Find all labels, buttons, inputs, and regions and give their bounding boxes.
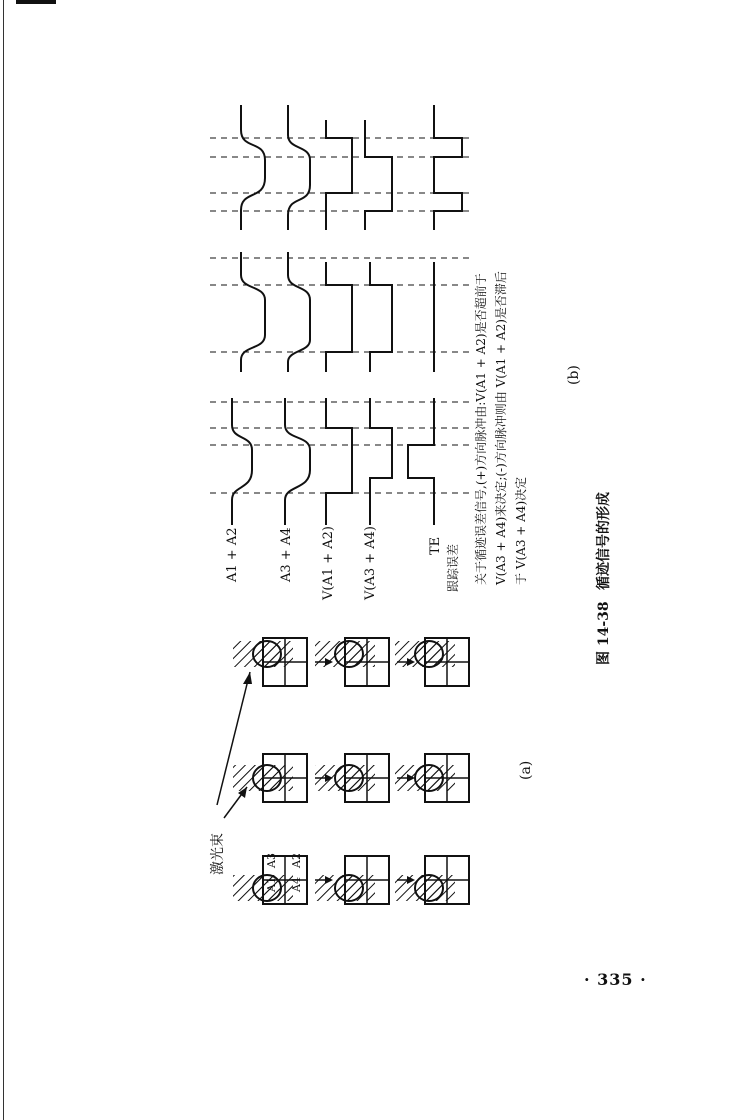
part-a-label: (a) <box>518 760 534 780</box>
waveform-a3a4 <box>285 105 310 525</box>
waveform-va3a4-3 <box>370 398 392 525</box>
waveform-label-va3a4: V(A3 + A4) <box>363 525 378 600</box>
laser-spot <box>253 641 281 667</box>
waveform-va1a2-1 <box>326 120 352 230</box>
quadrant-label: A2 <box>290 853 303 868</box>
waveform-va1a2-3 <box>326 398 352 525</box>
laser-spot <box>415 641 443 667</box>
waveform-va3a4-2 <box>370 262 392 372</box>
waveform-label-va1a2: V(A1 + A2) <box>321 525 336 600</box>
note-line-3: 于 V(A3 + A4)决定 <box>514 476 528 585</box>
quadrant-label: A3 <box>265 853 278 868</box>
note-line-1: 关于循迹误差信号,(+)方向脉冲由:V(A1 + A2)是否超前于 <box>474 273 488 585</box>
waveform-a1a2 <box>232 105 265 525</box>
part-b-waveforms <box>210 105 470 525</box>
quadrant-label: A1 <box>265 877 278 892</box>
note-line-2: V(A3 + A4)来决定;(-)方向脉冲则由 V(A1 + A2)是否滞后 <box>494 271 508 585</box>
waveform-te-3 <box>408 398 434 525</box>
page-number: · 335 · <box>584 970 647 989</box>
waveform-va1a2-2 <box>326 262 352 372</box>
waveform-label-te: TE <box>428 536 443 555</box>
caption-title: 循迹信号的形成 <box>596 492 612 590</box>
waveform-label-a3a4: A3 + A4 <box>279 527 294 582</box>
laser-spot <box>335 641 363 667</box>
part-b-label: (b) <box>566 365 582 385</box>
quadrant-label: A4 <box>290 877 303 892</box>
detector-cell <box>233 638 307 686</box>
laser-spot <box>415 875 443 901</box>
waveform-va3a4-1 <box>365 120 392 230</box>
te-subtitle: 跟踪误差 <box>446 543 460 592</box>
laser-label: 激光束 <box>210 833 226 875</box>
waveform-te-1 <box>434 105 462 230</box>
laser-spot <box>335 875 363 901</box>
caption-number: 图 14-38 <box>596 601 612 665</box>
waveform-label-a1a2: A1 + A2 <box>225 527 240 582</box>
